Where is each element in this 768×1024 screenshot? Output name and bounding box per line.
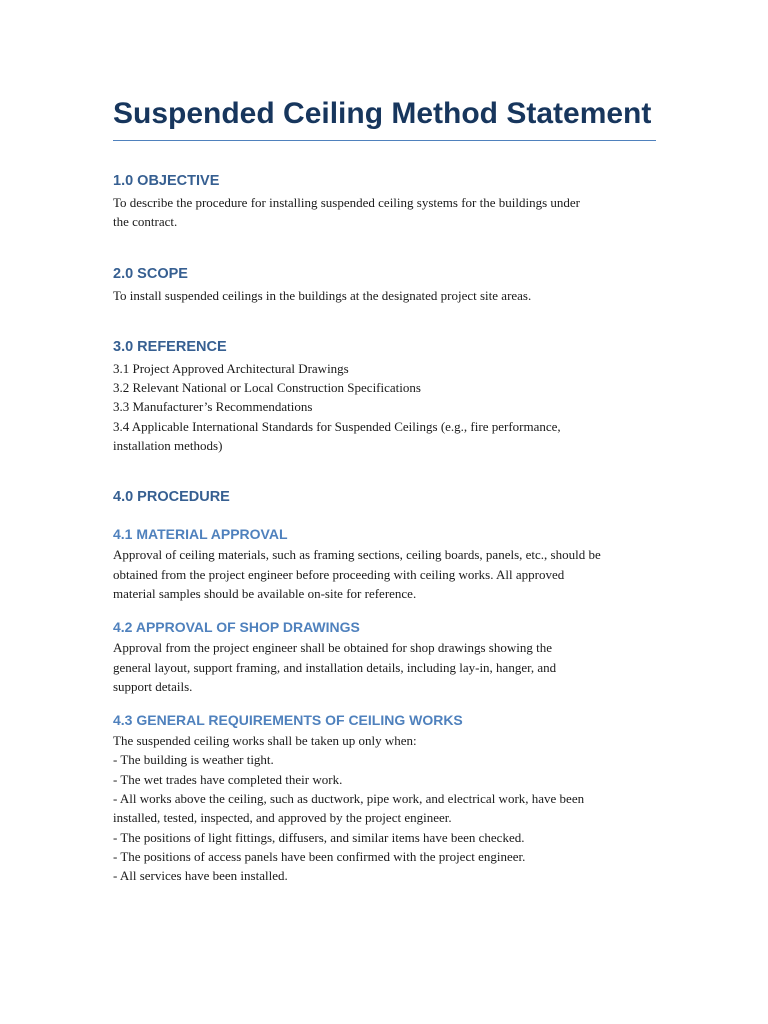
document-title: Suspended Ceiling Method Statement bbox=[113, 92, 656, 141]
requirement-item: - The positions of light fittings, diffusers, and similar items have been checked. bbox=[113, 829, 525, 845]
paragraph-line: Approval of ceiling materials, such as framing sections, ceiling boards, panels, etc., should be bbox=[113, 547, 601, 563]
scope-paragraph bbox=[113, 286, 656, 305]
paragraph-line: Approval from the project engineer shall be obtained for shop drawings showing the bbox=[113, 640, 552, 656]
requirement-item: - The wet trades have completed their work. bbox=[113, 771, 343, 787]
requirement-item-continuation: installed, tested, inspected, and approved by the project engineer. bbox=[113, 810, 452, 826]
paragraph-line: material samples should be available on-site for reference. bbox=[113, 585, 417, 601]
requirements-intro: The suspended ceiling works shall be taken up only when: bbox=[113, 733, 417, 749]
requirement-item: - All services have been installed. bbox=[113, 868, 288, 884]
procedure-heading: 4.0 PROCEDURE bbox=[113, 489, 230, 506]
scope-heading: 2.0 SCOPE bbox=[113, 265, 188, 282]
reference-list bbox=[113, 359, 656, 455]
general-requirements-heading: 4.3 GENERAL REQUIREMENTS OF CEILING WORKS bbox=[113, 712, 463, 729]
shop-drawings-paragraph bbox=[113, 638, 656, 696]
reference-item: 3.2 Relevant National or Local Construction Specifications bbox=[113, 380, 421, 396]
general-requirements-list bbox=[113, 731, 656, 885]
shop-drawings-heading: 4.2 APPROVAL OF SHOP DRAWINGS bbox=[113, 619, 360, 636]
reference-heading: 3.0 REFERENCE bbox=[113, 338, 227, 355]
reference-item: 3.4 Applicable International Standards for Suspended Ceilings (e.g., fire performance, bbox=[113, 418, 561, 434]
reference-item: 3.1 Project Approved Architectural Drawings bbox=[113, 360, 349, 376]
requirement-item: - The building is weather tight. bbox=[113, 752, 274, 768]
paragraph-line: obtained from the project engineer before proceeding with ceiling works. All approved bbox=[113, 566, 565, 582]
objective-line: the contract. bbox=[113, 214, 178, 230]
reference-item-continuation: installation methods) bbox=[113, 438, 223, 454]
document-page bbox=[113, 92, 656, 886]
paragraph-line: support details. bbox=[113, 678, 193, 694]
objective-paragraph bbox=[113, 193, 656, 232]
requirement-item: - The positions of access panels have been confirmed with the project engineer. bbox=[113, 848, 526, 864]
material-approval-heading: 4.1 MATERIAL APPROVAL bbox=[113, 526, 288, 543]
objective-line: To describe the procedure for installing suspended ceiling systems for the buildings under bbox=[113, 195, 580, 210]
reference-item: 3.3 Manufacturer’s Recommendations bbox=[113, 399, 313, 415]
requirement-item: - All works above the ceiling, such as ductwork, pipe work, and electrical work, have been bbox=[113, 791, 585, 807]
scope-line: To install suspended ceilings in the buildings at the designated project site areas. bbox=[113, 287, 532, 303]
paragraph-line: general layout, support framing, and installation details, including lay-in, hanger, and bbox=[113, 659, 557, 675]
material-approval-paragraph bbox=[113, 545, 656, 603]
objective-heading: 1.0 OBJECTIVE bbox=[113, 173, 220, 189]
